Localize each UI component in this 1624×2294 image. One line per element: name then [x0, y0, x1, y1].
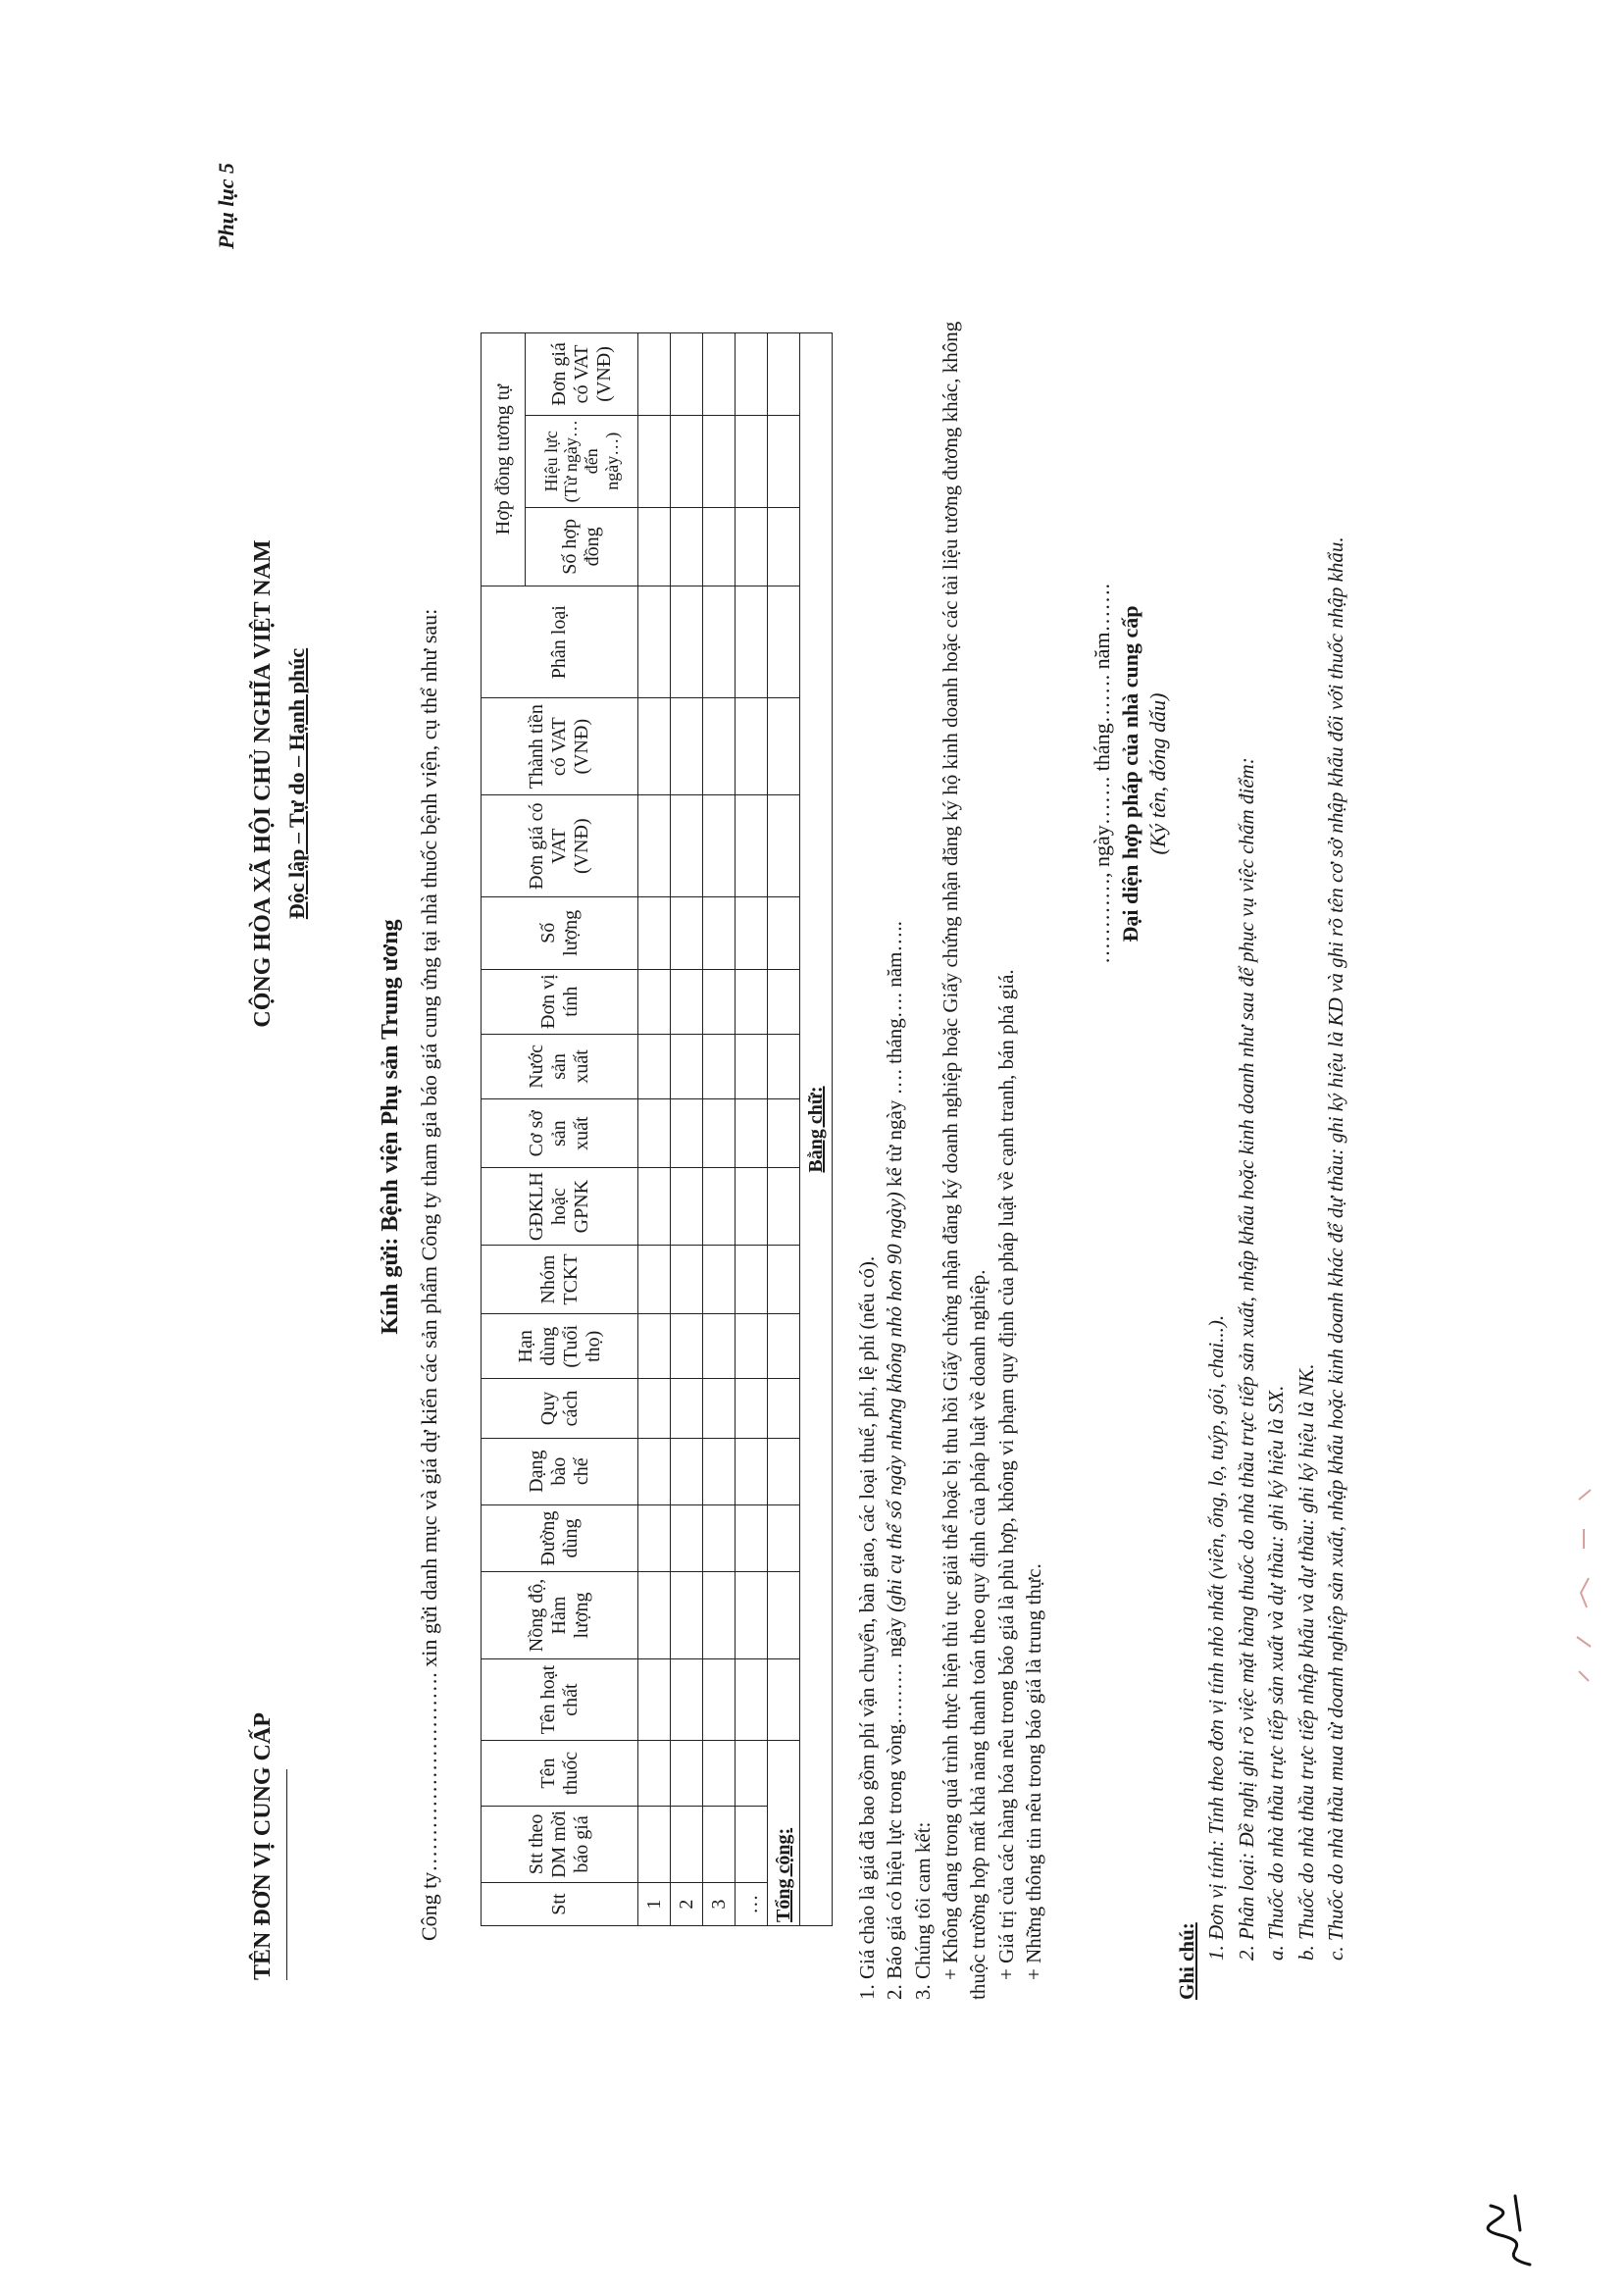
faint-stamp-mark: [1569, 1470, 1599, 1686]
supplier-underline: [286, 1769, 287, 1980]
commit-2: + Giá trị của các hàng hóa nêu trong báo giá là phù hợp, không vi phạm quy định của pháp luật về cạnh tranh, bán phá giá.: [993, 969, 1018, 1980]
supplier-name: TÊN ĐƠN VỊ CUNG CẤP: [250, 1712, 276, 1980]
row-index: …: [736, 1883, 768, 1926]
footnotes: [1172, 234, 1351, 2000]
note-1: 1. Giá chào là giá đã bao gồm phí vận chuyển, bàn giao, các loại thuế, phí, lệ phí (nếu có).: [855, 1255, 879, 2000]
handwritten-initials: [1471, 2186, 1549, 2274]
footnote-b: b. Thuốc do nhà thầu trực tiếp nhập khẩu và dự thầu: ghi ký hiệu là NK.: [1294, 1363, 1318, 1961]
table-row: [638, 333, 671, 1926]
note-3: 3. Chúng tôi cam kết:: [910, 1821, 935, 2000]
col-gdklh: GĐKLH hoặc GPNK: [482, 1168, 638, 1245]
col-nong-do: Nồng độ, Hàm lượng: [482, 1572, 638, 1659]
row-index: 3: [703, 1883, 736, 1926]
addressee: Kính gửi: Bệnh viện Phụ sản Trung ương: [378, 919, 403, 1335]
note-2: 2. Báo giá có hiệu lực trong vòng……… ngày (ghi cụ thể số ngày nhưng không nhỏ hơn 90 ngày) kể từ ngày …. tháng…. năm…..: [883, 921, 907, 2000]
signature-date: …………, ngày……. tháng……. năm…….: [1090, 583, 1114, 965]
footnote-2: 2. Phân loại: Đề nghị ghi rõ việc mặt hàng thuốc do nhà thầu trực tiếp sản xuất, nhập khẩu hoặc kinh doanh như sau để phục vụ việc chấm điểm:: [1234, 757, 1258, 1961]
col-ten-thuoc: Tên thuốc: [482, 1741, 638, 1806]
col-don-gia-hd: Đơn giá có VAT (VNĐ): [526, 333, 638, 416]
total-in-words: Bằng chữ:: [800, 333, 833, 1926]
col-nhom-tckt: Nhóm TCKT: [482, 1245, 638, 1313]
col-dang-bao-che: Dạng bào chế: [482, 1438, 638, 1504]
row-index: 2: [671, 1883, 703, 1926]
signature-block: [1089, 470, 1173, 1078]
col-ten-hoat-chat: Tên hoạt chất: [482, 1658, 638, 1741]
motto: Độc lập – Tự do – Hạnh phúc: [284, 647, 309, 920]
total-label: Tổng cộng:: [768, 1741, 800, 1926]
table-row: [736, 333, 768, 1926]
col-don-gia-vat: Đơn giá có VAT (VNĐ): [482, 795, 638, 897]
price-table: [481, 332, 833, 1926]
total-row: [768, 333, 800, 1926]
col-phan-loai: Phân loại: [482, 586, 638, 698]
col-quy-cach: Quy cách: [482, 1379, 638, 1438]
col-hieu-luc: Hiệu lực (Từ ngày… đến ngày…): [526, 415, 638, 507]
commitment-notes: [853, 283, 1047, 2000]
col-hop-dong-group: Hợp đồng tương tự: [482, 333, 526, 586]
table-row: [703, 333, 736, 1926]
col-so-hop-dong: Số hợp đồng: [526, 507, 638, 586]
words-row: [800, 333, 833, 1926]
commit-3: + Những thông tin nêu trong báo giá là trung thực.: [1022, 1563, 1046, 1980]
signature-title: Đại diện hợp pháp của nhà cung cấp: [1117, 605, 1142, 943]
footnote-a: a. Thuốc do nhà thầu trực tiếp sản xuất và dự thầu: ghi ký hiệu là SX.: [1264, 1385, 1289, 1961]
col-don-vi-tinh: Đơn vị tính: [482, 969, 638, 1034]
col-co-so-sx: Cơ sở sản xuất: [482, 1099, 638, 1168]
col-stt-dm: Stt theo DM mời báo giá: [482, 1806, 638, 1882]
col-thanh-tien: Thành tiền có VAT (VNĐ): [482, 698, 638, 795]
col-stt: Stt: [482, 1883, 638, 1926]
appendix-label: Phụ lục 5: [214, 162, 238, 249]
footnote-c: c. Thuốc do nhà thầu mua từ doanh nghiệp sản xuất, nhập khẩu hoặc kinh doanh khác để dự thầu: ghi ký hiệu là KD và ghi rõ tên cơ sở nhập khẩu đối với thuốc nhập khẩu.: [1324, 536, 1348, 1961]
col-nuoc-sx: Nước sản xuất: [482, 1034, 638, 1098]
table-row: [671, 333, 703, 1926]
footnote-1: 1. Đơn vị tính: Tính theo đơn vị tính nhỏ nhất (viên, ống, lọ, tuýp, gói, chai...).: [1204, 1314, 1229, 1961]
row-index: 1: [638, 1883, 671, 1926]
republic-title: CỘNG HÒA XÃ HỘI CHỦ NGHĨA VIỆT NAM: [250, 539, 276, 1028]
col-so-luong: Số lượng: [482, 897, 638, 969]
commit-1: + Không đang trong quá trình thực hiện thủ tục giải thể hoặc bị thu hồi Giấy chứng nhận đăng ký doanh nghiệp hoặc Giấy chứng nhận đăng ký hộ kinh doanh hoặc các tài liệu tương đương khác, không thuộc trường hợp mất khả năng thanh toán theo quy định của pháp luật về doanh nghiệp.: [939, 321, 990, 2000]
col-han-dung: Hạn dùng (Tuổi thọ): [482, 1314, 638, 1379]
footnotes-heading: Ghi chú:: [1175, 1922, 1198, 2000]
intro-paragraph: Công ty………………………. xin gửi danh mục và giá dự kiến các sản phẩm Công ty tham gia báo giá cung ứng tại nhà thuốc bệnh viện, cụ thể như sau:: [417, 608, 441, 1941]
col-duong-dung: Đường dùng: [482, 1504, 638, 1571]
signature-subtitle: (Ký tên, đóng dấu): [1145, 692, 1171, 855]
